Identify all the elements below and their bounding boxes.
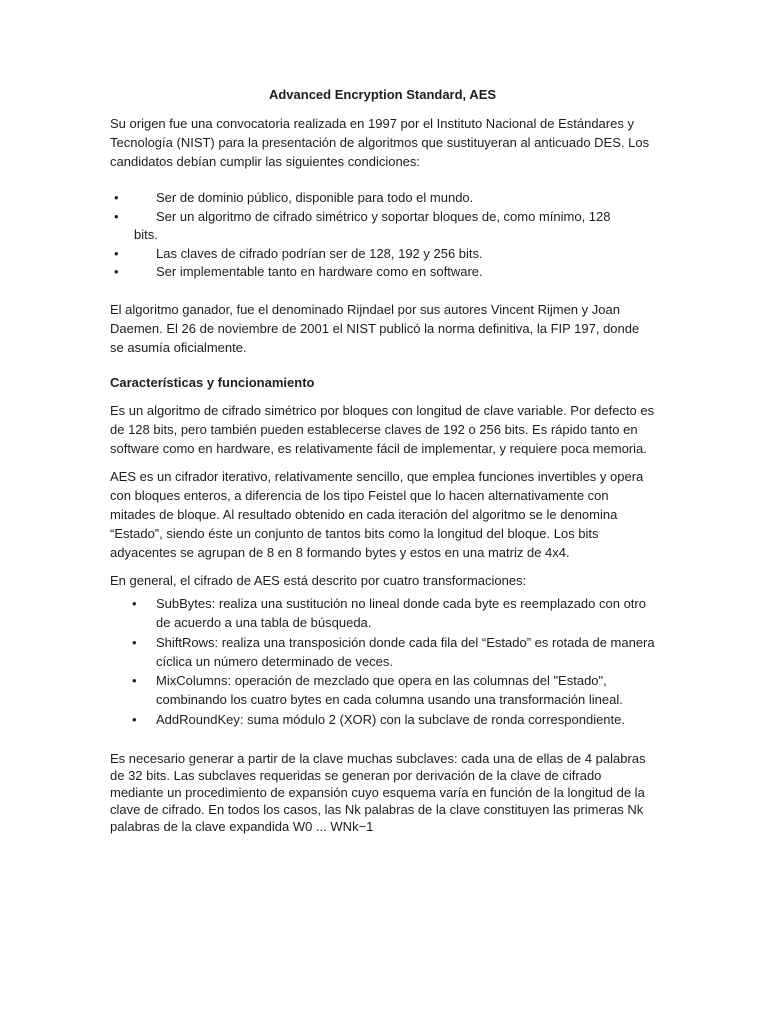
list-item <box>110 263 655 282</box>
bullet-icon: • <box>132 634 137 650</box>
list-item <box>110 594 655 633</box>
intro-paragraph: Su origen fue una convocatoria realizada en 1997 por el Instituto Nacional de Estándares y Tecnología (NIST) para la presentación de algoritmos que sustituyeran al anticuado DES. Los candidatos debían cumplir las siguientes condiciones: <box>110 116 650 169</box>
list-item-text: Las claves de cifrado podrían ser de 128, 192 y 256 bits. <box>156 245 483 261</box>
list-item-text: MixColumns: operación de mezclado que opera en las columnas del "Estado", combinando los cuatro bytes en cada columna usando una transformación lineal. <box>156 673 623 708</box>
bullet-icon: • <box>114 245 119 261</box>
list-item <box>110 189 655 208</box>
bullet-icon: • <box>132 711 137 727</box>
list-item <box>110 245 655 264</box>
document-title: Advanced Encryption Standard, AES <box>268 87 497 102</box>
list-item-text: Ser implementable tanto en hardware como en software. <box>156 264 483 280</box>
list-item-text: Ser de dominio público, disponible para todo el mundo. <box>156 190 474 205</box>
winner-paragraph: El algoritmo ganador, fue el denominado Rijndael por sus autores Vincent Rijmen y Joan Daemen. El 26 de noviembre de 2001 el NIST publicó la norma definitiva, la FIP 197, donde se asumía oficialmente. <box>110 301 640 355</box>
list-item-text: Ser un algoritmo de cifrado simétrico y soportar bloques de, como mínimo, 128 <box>156 208 611 224</box>
list-item <box>110 710 655 729</box>
list-item <box>110 671 655 710</box>
paragraph-2: AES es un cifrador iterativo, relativamente sencillo, que emplea funciones invertibles y opera con bloques enteros, a diferencia de los tipo Feistel que lo hacen alternativamente con mitades de bloque. Al resultado obtenido en cada iteración del algoritmo se le denomina “Estado”, siendo éste un conjunto de tantos bits como la longitud del bloque. Los bits adyacentes se agrupan de 8 en 8 formando bytes y estos en una matriz de 4x4. <box>110 468 644 560</box>
paragraph-1: Es un algoritmo de cifrado simétrico por bloques con longitud de clave variable. Por defecto es de 128 bits, pero también pueden establecerse claves de 192 o 256 bits. Es rápido tanto en software como en hardware, es relativamente fácil de implementar, y requiere poca memoria. <box>110 402 655 456</box>
bullet-icon: • <box>114 208 119 224</box>
list-item-text: AddRoundKey: suma módulo 2 (XOR) con la subclave de ronda correspondiente. <box>156 711 625 727</box>
section-heading: Características y funcionamiento <box>110 374 315 390</box>
list-item-text-continued: bits. <box>134 227 158 243</box>
bullet-icon: • <box>132 595 137 611</box>
list-item-text: ShiftRows: realiza una transposición donde cada fila del “Estado” es rotada de manera cíclica un número determinado de veces. <box>156 634 655 669</box>
list-item-text: SubBytes: realiza una sustitución no lineal donde cada byte es reemplazado con otro de acuerdo a una tabla de búsqueda. <box>156 595 646 631</box>
list-item <box>110 208 655 245</box>
document-page <box>110 86 655 835</box>
bullet-icon: • <box>114 190 119 205</box>
bullet-icon: • <box>114 264 119 280</box>
conditions-list <box>110 189 655 282</box>
list-item <box>110 633 655 672</box>
paragraph-3: En general, el cifrado de AES está descrito por cuatro transformaciones: <box>110 572 527 588</box>
bullet-icon: • <box>132 673 137 689</box>
final-paragraph: Es necesario generar a partir de la clave muchas subclaves: cada una de ellas de 4 palabras de 32 bits. Las subclaves requeridas se generan por derivación de la clave de cifrado mediante un procedimiento de expansión cuyo esquema varía en función de la longitud de la clave de cifrado. En todos los casos, las Nk palabras de la clave constituyen las primeras Nk palabras de la clave expandida W0 ... WNk−1 <box>110 751 646 835</box>
transformations-list <box>110 594 655 729</box>
